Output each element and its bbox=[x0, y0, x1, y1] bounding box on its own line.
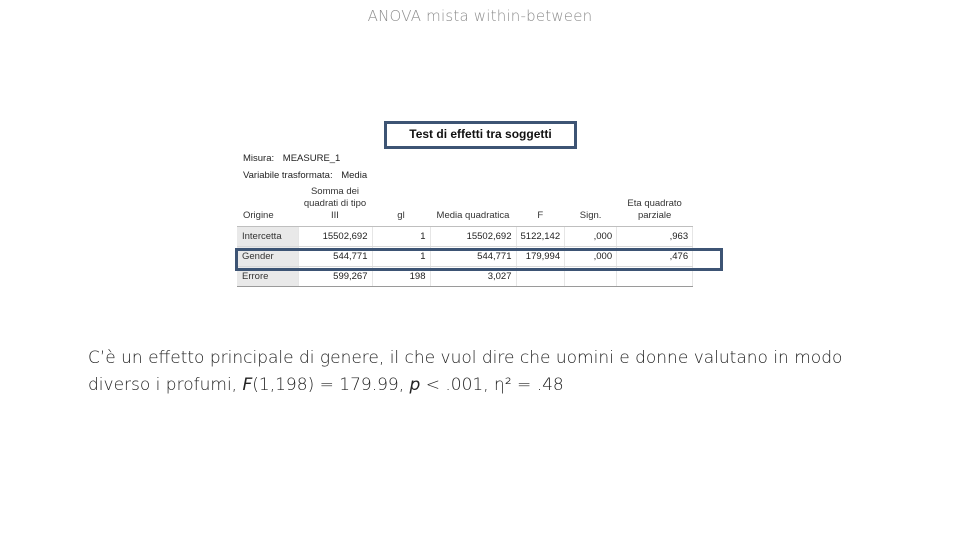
table-row bbox=[237, 227, 693, 247]
caption-f-symbol: F bbox=[242, 375, 253, 395]
cell-ms: 544,771 bbox=[430, 247, 516, 267]
cell-f: 179,994 bbox=[516, 247, 565, 267]
slide-title: ANOVA mista within-between bbox=[367, 7, 593, 25]
cell-df: 198 bbox=[372, 267, 430, 287]
caption-p-symbol: p bbox=[409, 375, 421, 395]
cell-origin: Errore bbox=[237, 267, 298, 287]
caption-text-before: C’è un effetto principale di genere, il che vuol dire che uomini e donne valutano in modo diverso i profumi, bbox=[88, 348, 843, 395]
caption-paragraph bbox=[88, 345, 888, 399]
cell-origin: Intercetta bbox=[237, 227, 298, 247]
cell-f: 5122,142 bbox=[516, 227, 565, 247]
cell-ss: 599,267 bbox=[298, 267, 372, 287]
cell-ms: 3,027 bbox=[430, 267, 516, 287]
col-header-origin: Origine bbox=[237, 186, 298, 227]
cell-ss: 15502,692 bbox=[298, 227, 372, 247]
col-header-eta: Eta quadrato parziale bbox=[617, 186, 693, 227]
spss-table-title: Test di effetti tra soggetti bbox=[409, 127, 552, 141]
col-header-ss: Somma dei quadrati di tipo III bbox=[298, 186, 372, 227]
table-header-row bbox=[237, 186, 693, 227]
measure-value: MEASURE_1 bbox=[282, 153, 341, 164]
cell-ms: 15502,692 bbox=[430, 227, 516, 247]
transformed-value: Media bbox=[341, 170, 368, 181]
cell-origin: Gender bbox=[237, 247, 298, 267]
gender-row-highlight-box bbox=[235, 248, 723, 271]
caption-text-after: < .001, η² = .48 bbox=[420, 375, 564, 395]
caption-f-args: (1,198) = 179.99, bbox=[252, 375, 410, 395]
measure-label: Misura: bbox=[243, 153, 275, 164]
transformed-label: Variabile trasformata: bbox=[243, 170, 333, 181]
cell-sig: ,000 bbox=[565, 227, 617, 247]
cell-ss: 544,771 bbox=[298, 247, 372, 267]
cell-sig: ,000 bbox=[565, 247, 617, 267]
cell-df: 1 bbox=[372, 227, 430, 247]
col-header-df: gl bbox=[372, 186, 430, 227]
measure-line bbox=[243, 153, 340, 164]
col-header-f: F bbox=[516, 186, 565, 227]
cell-eta: ,476 bbox=[617, 247, 693, 267]
col-header-sig: Sign. bbox=[565, 186, 617, 227]
col-header-ms: Media quadratica bbox=[430, 186, 516, 227]
cell-df: 1 bbox=[372, 247, 430, 267]
cell-eta: ,963 bbox=[617, 227, 693, 247]
transformed-variable-line bbox=[243, 170, 367, 181]
between-subjects-effects-table bbox=[237, 186, 693, 287]
